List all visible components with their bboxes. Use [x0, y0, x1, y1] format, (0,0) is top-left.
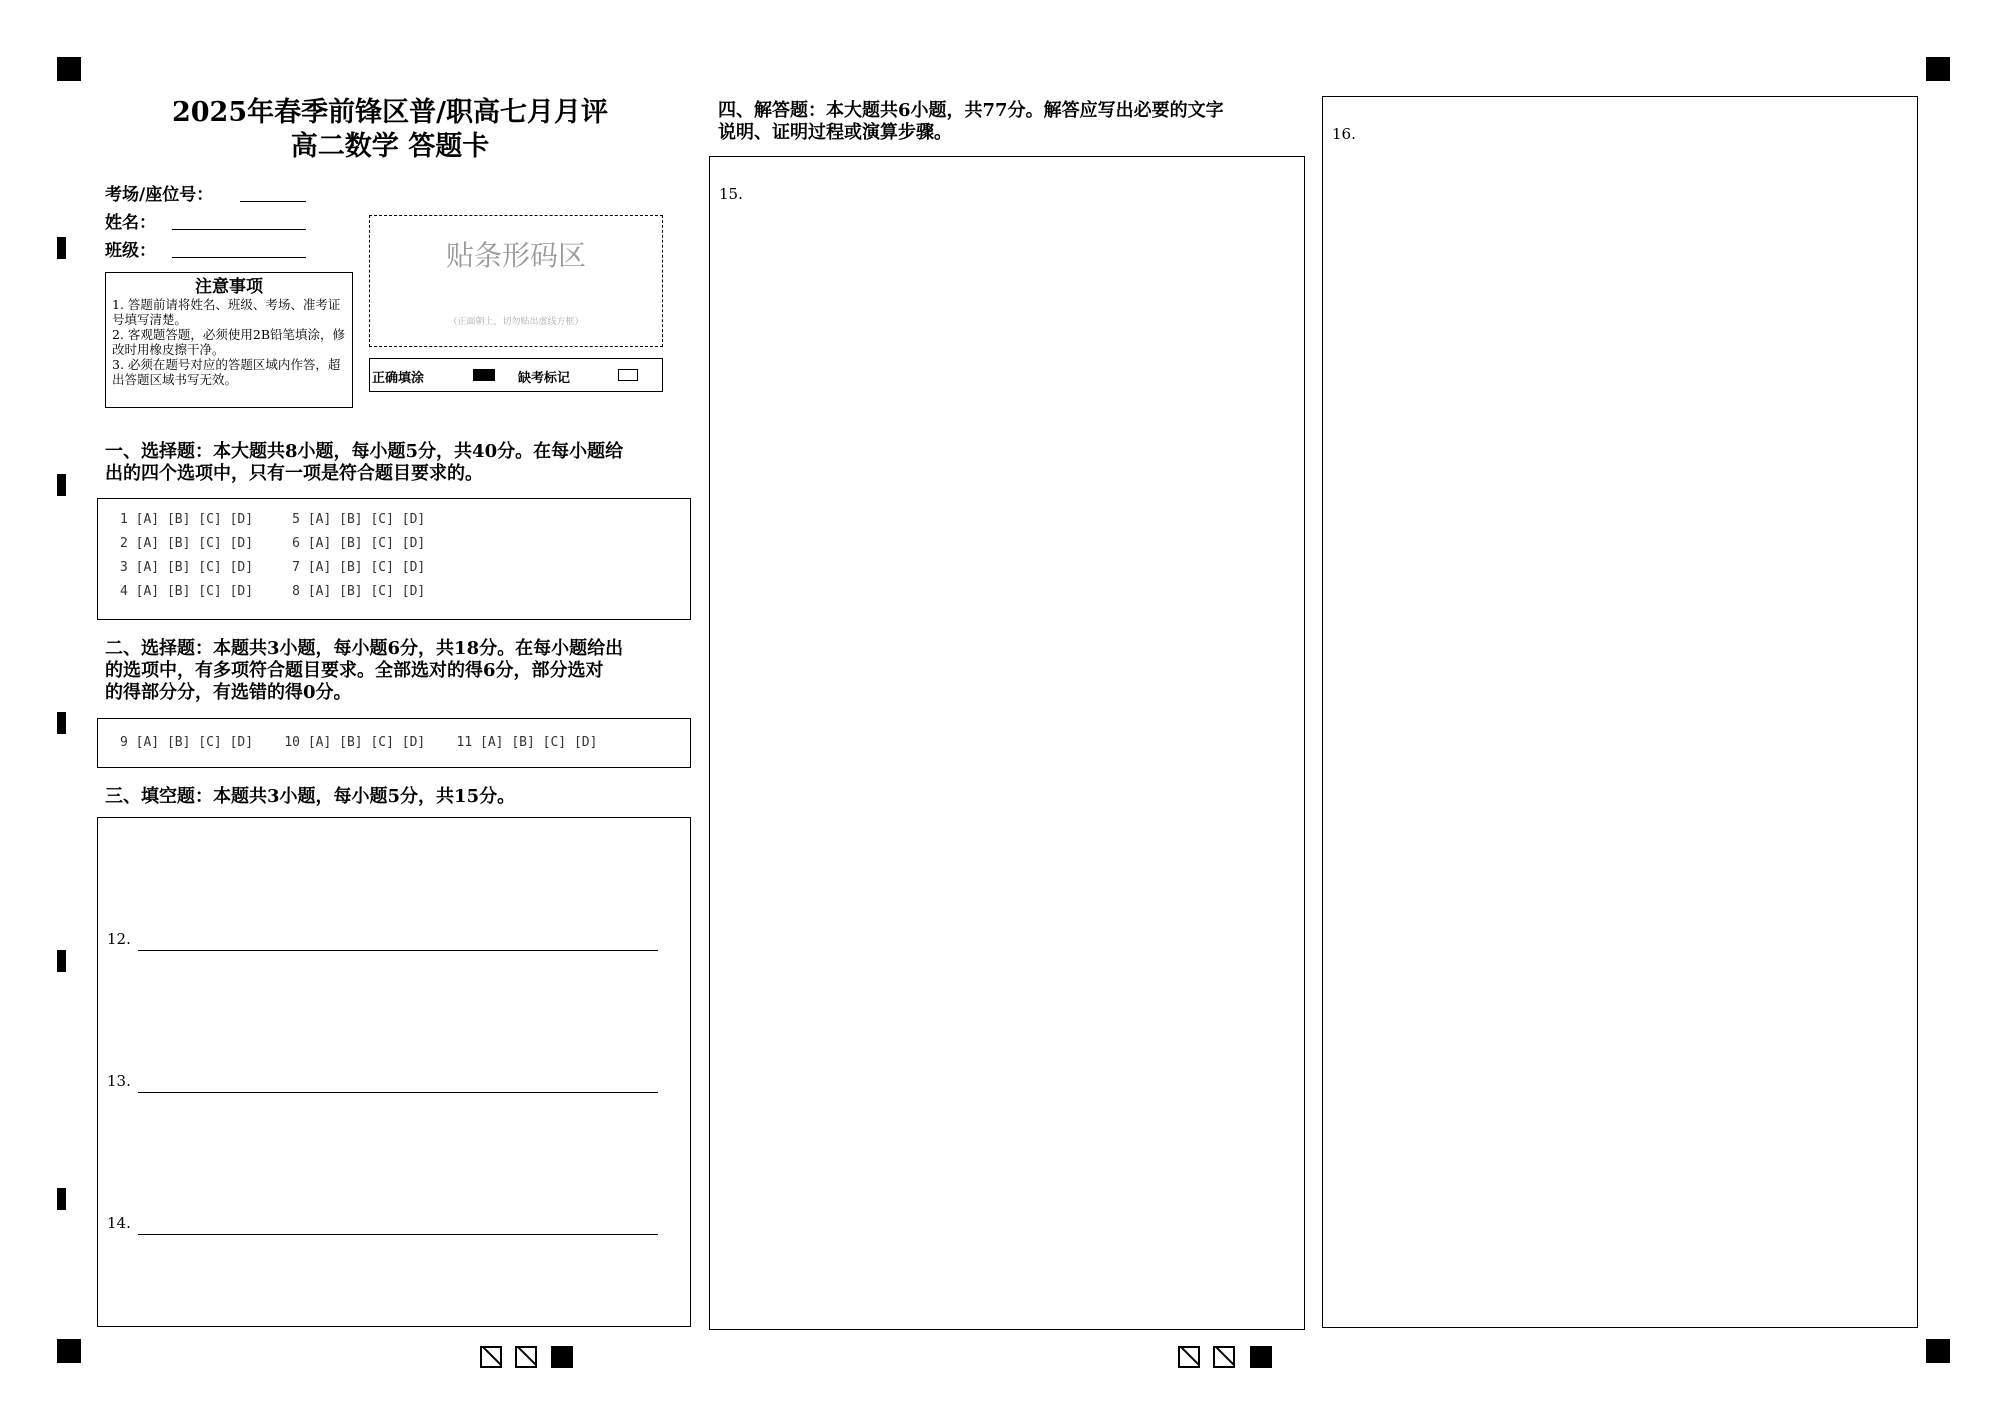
page-code-filled-box — [551, 1346, 573, 1368]
timing-mark — [57, 1188, 66, 1210]
question-15-number: 15. — [719, 185, 743, 203]
barcode-area — [369, 215, 663, 347]
registration-mark-bottom-right — [1926, 1339, 1950, 1363]
correct-fill-label: 正确填涂 — [372, 371, 425, 386]
multi-choice-row[interactable]: 9 [A] [B] [C] [D] 10 [A] [B] [C] [D] 11 [A] [B] [C] [D] — [120, 735, 598, 750]
question-12-answer-line[interactable] — [138, 950, 658, 951]
class-field[interactable] — [172, 257, 306, 258]
section1-answer-box — [97, 498, 691, 620]
exam-seat-field[interactable] — [240, 201, 306, 202]
question-15-answer-box[interactable] — [709, 156, 1305, 1330]
question-13-number: 13. — [107, 1072, 131, 1090]
notice-item-3: 3. 必须在题号对应的答题区域内作答，超出答题区域书写无效。 — [112, 357, 341, 387]
fill-legend — [369, 358, 663, 392]
question-14-number: 14. — [107, 1214, 131, 1232]
notice-item-2: 2. 客观题答题，必须使用2B铅笔填涂，修改时用橡皮擦干净。 — [112, 327, 346, 357]
timing-mark — [57, 237, 66, 259]
question-14-answer-line[interactable] — [138, 1234, 658, 1235]
page-code-box — [515, 1346, 537, 1368]
section3-answer-box — [97, 817, 691, 1327]
choice-row-1[interactable]: 1 [A] [B] [C] [D] 5 [A] [B] [C] [D] — [120, 512, 426, 527]
choice-row-4[interactable]: 4 [A] [B] [C] [D] 8 [A] [B] [C] [D] — [120, 584, 426, 599]
notice-title: 注意事项 — [195, 277, 263, 297]
page-title-line1: 2025年春季前锋区普/职高七月月评 — [171, 97, 608, 128]
question-12-number: 12. — [107, 930, 131, 948]
name-field[interactable] — [172, 229, 306, 230]
exam-seat-label: 考场/座位号： — [105, 185, 214, 205]
section4-title-line1: 四、解答题：本大题共6小题，共77分。解答应写出必要的文字 — [718, 100, 1224, 121]
page-code-box — [480, 1346, 502, 1368]
question-13-answer-line[interactable] — [138, 1092, 658, 1093]
timing-mark — [57, 474, 66, 496]
section1-title-line1: 一、选择题：本大题共8小题，每小题5分，共40分。在每小题给 — [105, 441, 624, 462]
class-label: 班级： — [105, 241, 156, 261]
section2-title-line3: 的得部分分，有选错的得0分。 — [105, 682, 352, 703]
registration-mark-top-left — [57, 57, 81, 81]
timing-mark — [57, 712, 66, 734]
page-code-box — [1213, 1346, 1235, 1368]
absent-mark-checkbox[interactable] — [618, 369, 638, 381]
notice-item-1: 1. 答题前请将姓名、班级、考场、准考证号填写清楚。 — [112, 297, 341, 327]
notice-box — [105, 272, 353, 408]
section1-title-line2: 出的四个选项中，只有一项是符合题目要求的。 — [105, 463, 483, 484]
registration-mark-top-right — [1926, 57, 1950, 81]
section2-title-line1: 二、选择题：本题共3小题，每小题6分，共18分。在每小题给出 — [105, 638, 624, 659]
absent-mark-label: 缺考标记 — [518, 371, 571, 386]
page-title-line2: 高二数学 答题卡 — [290, 131, 490, 162]
barcode-label: 贴条形码区 — [445, 239, 586, 272]
choice-row-3[interactable]: 3 [A] [B] [C] [D] 7 [A] [B] [C] [D] — [120, 560, 426, 575]
page-code-box — [1178, 1346, 1200, 1368]
section4-title-line2: 说明、证明过程或演算步骤。 — [718, 122, 952, 143]
name-label: 姓名： — [105, 213, 156, 233]
barcode-hint: （正面朝上，切勿贴出虚线方框） — [448, 317, 584, 327]
timing-mark — [57, 950, 66, 972]
registration-mark-bottom-left — [57, 1339, 81, 1363]
correct-fill-sample — [473, 369, 495, 381]
section2-answer-box — [97, 718, 691, 768]
choice-row-2[interactable]: 2 [A] [B] [C] [D] 6 [A] [B] [C] [D] — [120, 536, 426, 551]
question-16-answer-box[interactable] — [1322, 96, 1918, 1328]
question-16-number: 16. — [1332, 125, 1356, 143]
page-code-filled-box — [1250, 1346, 1272, 1368]
section2-title-line2: 的选项中，有多项符合题目要求。全部选对的得6分，部分选对 — [105, 660, 604, 681]
section3-title: 三、填空题：本题共3小题，每小题5分，共15分。 — [105, 786, 516, 807]
